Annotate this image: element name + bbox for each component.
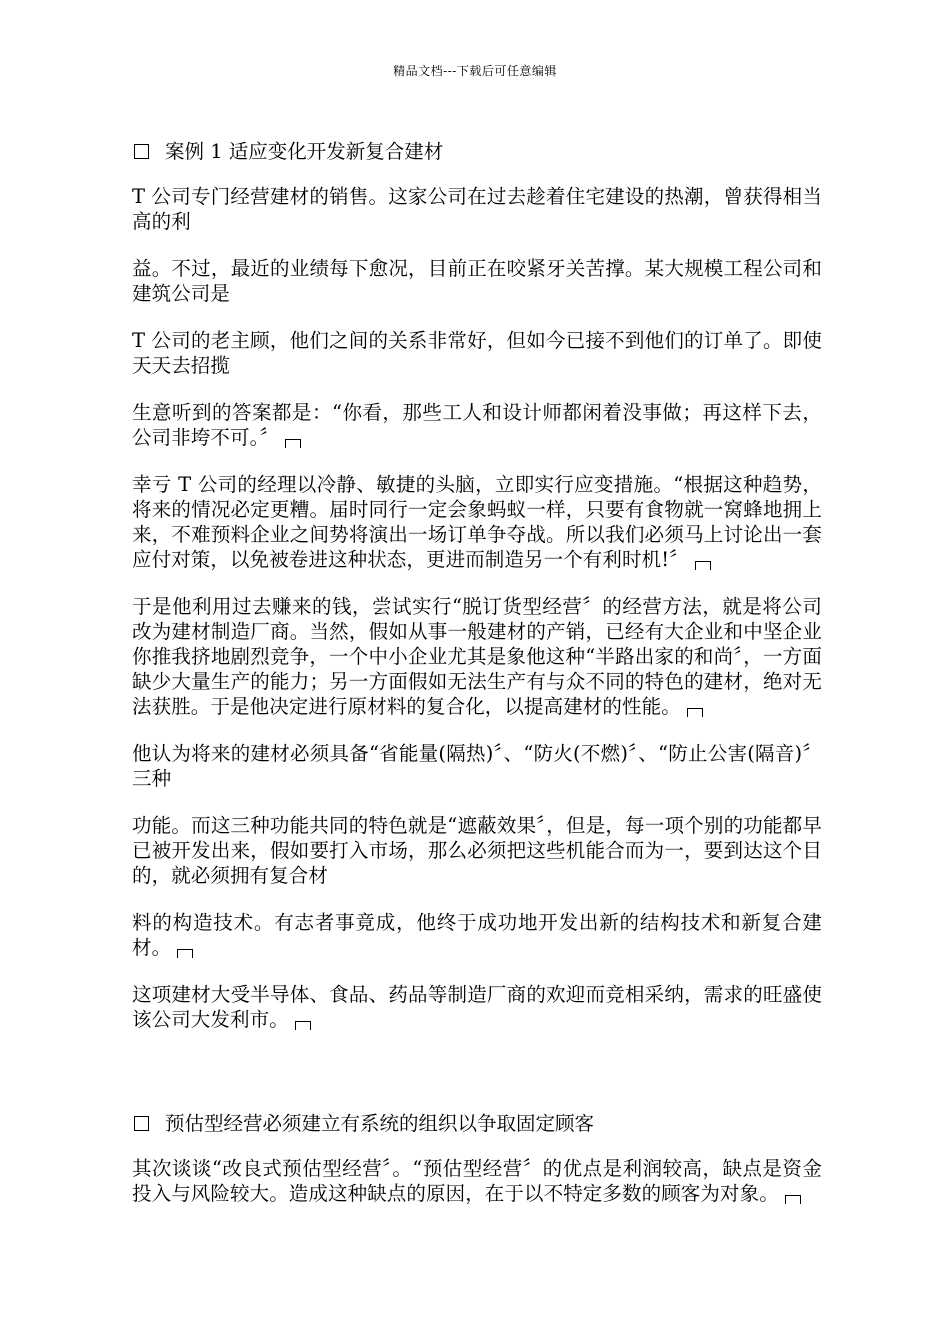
paragraph: 料的构造技术。有志者事竟成，他终于成功地开发出新的结构技术和新复合建材。 [132,911,822,959]
section-heading-forecast-management [132,1110,822,1138]
paragraph: T 公司专门经营建材的销售。这家公司在过去趁着住宅建设的热潮，曾获得相当高的利 [132,185,822,233]
paragraph-end-mark-icon [785,1195,801,1204]
paragraph: 生意听到的答案都是：“你看，那些工人和设计师都闲着没事做；再这样下去，公司非垮不可。〞 [132,401,822,449]
paragraph-end-mark-icon [687,708,703,717]
paragraph: T 公司的老主顾，他们之间的关系非常好，但如今已接不到他们的订单了。即使天天去招揽 [132,329,822,377]
heading-text: 案例 1 适应变化开发新复合建材 [165,140,444,163]
paragraph: 益。不过，最近的业绩每下愈况，目前正在咬紧牙关苦撑。某大规模工程公司和建筑公司是 [132,257,822,305]
paragraph-end-mark-icon [177,949,193,958]
paragraph-end-mark-icon [295,1021,311,1030]
heading-text: 预估型经营必须建立有系统的组织以争取固定顾客 [165,1112,595,1135]
page-header: 精品文档---下载后可任意编辑 [393,64,557,78]
checkbox-square-icon [134,1116,149,1131]
section-heading-case-1 [132,138,822,166]
paragraph-end-mark-icon [695,561,711,570]
paragraph-end-mark-icon [285,439,301,448]
section-spacer [132,1054,822,1110]
paragraph: 于是他利用过去赚来的钱，尝试实行“脱订货型经营〞的经营方法，就是将公司改为建材制造厂商。当然，假如从事一般建材的产销，已经有大企业和中坚企业你推我挤地剧烈竞争，一个中小企业尤其是象他这种“半路出家的和尚〞，一方面缺少大量生产的能力；另一方面假如无法生产有与众不同的特色的建材，绝对无法获胜。于是他决定进行原材料的复合化，以提高建材的性能。 [132,595,822,718]
paragraph: 功能。而这三种功能共同的特色就是“遮蔽效果〞，但是，每一项个别的功能都早已被开发出来，假如要打入市场，那么必须把这些机能合而为一，要到达这个目的，就必须拥有复合材 [132,814,822,887]
paragraph: 他认为将来的建材必须具备“省能量(隔热)〞、“防火(不燃)〞、“防止公害(隔音)〞三种 [132,742,822,790]
paragraph: 这项建材大受半导体、食品、药品等制造厂商的欢迎而竞相采纳，需求的旺盛使该公司大发利市。 [132,983,822,1031]
paragraph: 其次谈谈“改良式预估型经营〞。“预估型经营〞的优点是利润较高，缺点是资金投入与风险较大。造成这种缺点的原因，在于以不特定多数的顾客为对象。 [132,1157,822,1205]
paragraph: 幸亏 T 公司的经理以冷静、敏捷的头脑，立即实行应变措施。“根据这种趋势，将来的情况必定更糟。届时同行一定会象蚂蚁一样，只要有食物就一窝蜂地拥上来，不难预料企业之间势将演出一场订单争夺战。所以我们必须马上讨论出一套应付对策，以免被卷进这种状态，更进而制造另一个有利时机!〞 [132,473,822,571]
document-body [132,138,822,1228]
checkbox-square-icon [134,144,149,159]
